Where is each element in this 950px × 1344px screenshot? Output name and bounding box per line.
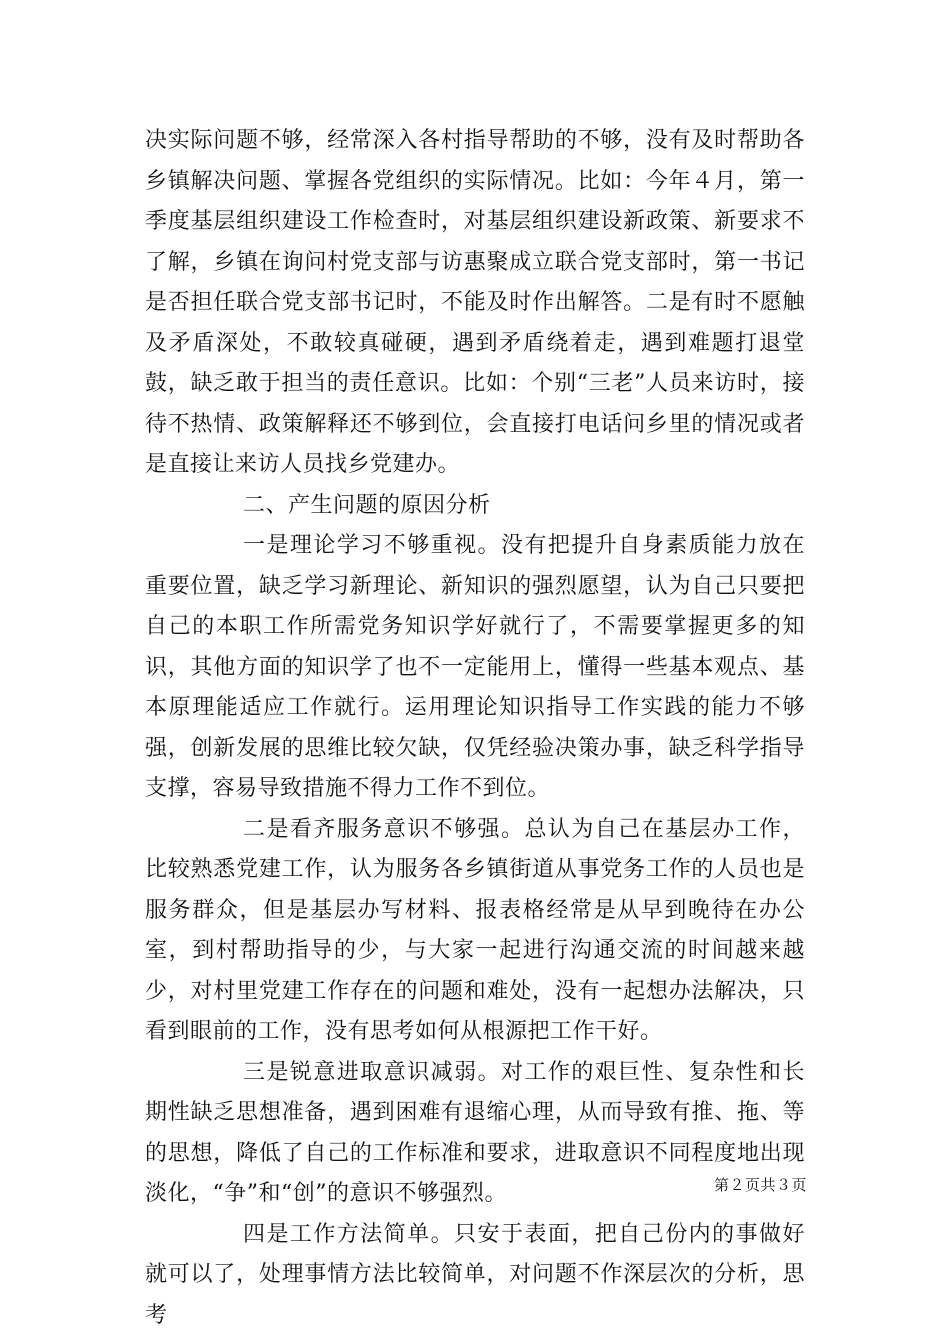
paragraph-work-method: 四是工作方法简单。只安于表面，把自己份内的事做好就可以了，处理事情方法比较简单，对问题不作深层次的分析，思考 <box>145 1221 805 1328</box>
paragraph-theory-study: 一是理论学习不够重视。没有把提升自身素质能力放在重要位置，缺乏学习新理论、新知识的强烈愿望，认为自己只要把自己的本职工作所需党务知识学好就行了，不需要掌握更多的知识，其他方面的知识学了也不一定能用上，懂得一些基本观点、基本原理能适应工作就行。运用理论知识指导工作实践的能力不够强，创新发展的思维比较欠缺，仅凭经验决策办事，缺乏科学指导支撑，容易导致措施不得力工作不到位。 <box>145 533 805 801</box>
paragraph-enterprising-spirit: 三是锐意进取意识减弱。对工作的艰巨性、复杂性和长期性缺乏思想准备，遇到困难有退缩心理，从而导致有推、拖、等的思想，降低了自己的工作标准和要求，进取意识不同程度地出现淡化，“争”和“创”的意识不够强烈。 <box>145 1059 805 1206</box>
document-body <box>145 121 805 1336</box>
section-heading-cause-analysis: 二、产生问题的原因分析 <box>243 492 491 518</box>
paragraph-service-awareness: 二是看齐服务意识不够强。总认为自己在基层办工作，比较熟悉党建工作，认为服务各乡镇街道从事党务工作的人员也是服务群众，但是基层办写材料、报表格经常是从早到晚待在办公室，到村帮助指导的少，与大家一起进行沟通交流的时间越来越少，对村里党建工作存在的问题和难处，没有一起想办法解决，只看到眼前的工作，没有思考如何从根源把工作干好。 <box>145 816 805 1044</box>
page-number-footer: 第２页共３页 <box>713 1176 807 1194</box>
paragraph-problems-continued: 决实际问题不够，经常深入各村指导帮助的不够，没有及时帮助各乡镇解决问题、掌握各党组织的实际情况。比如：今年４月，第一季度基层组织建设工作检查时，对基层组织建设新政策、新要求不了解，乡镇在询问村党支部与访惠聚成立联合党支部时，第一书记是否担任联合党支部书记时，不能及时作出解答。二是有时不愿触及矛盾深处，不敢较真碰硬，遇到矛盾绕着走，遇到难题打退堂鼓，缺乏敢于担当的责任意识。比如：个别“三老”人员来访时，接待不热情、政策解释还不够到位，会直接打电话问乡里的情况或者是直接让来访人员找乡党建办。 <box>145 128 805 477</box>
